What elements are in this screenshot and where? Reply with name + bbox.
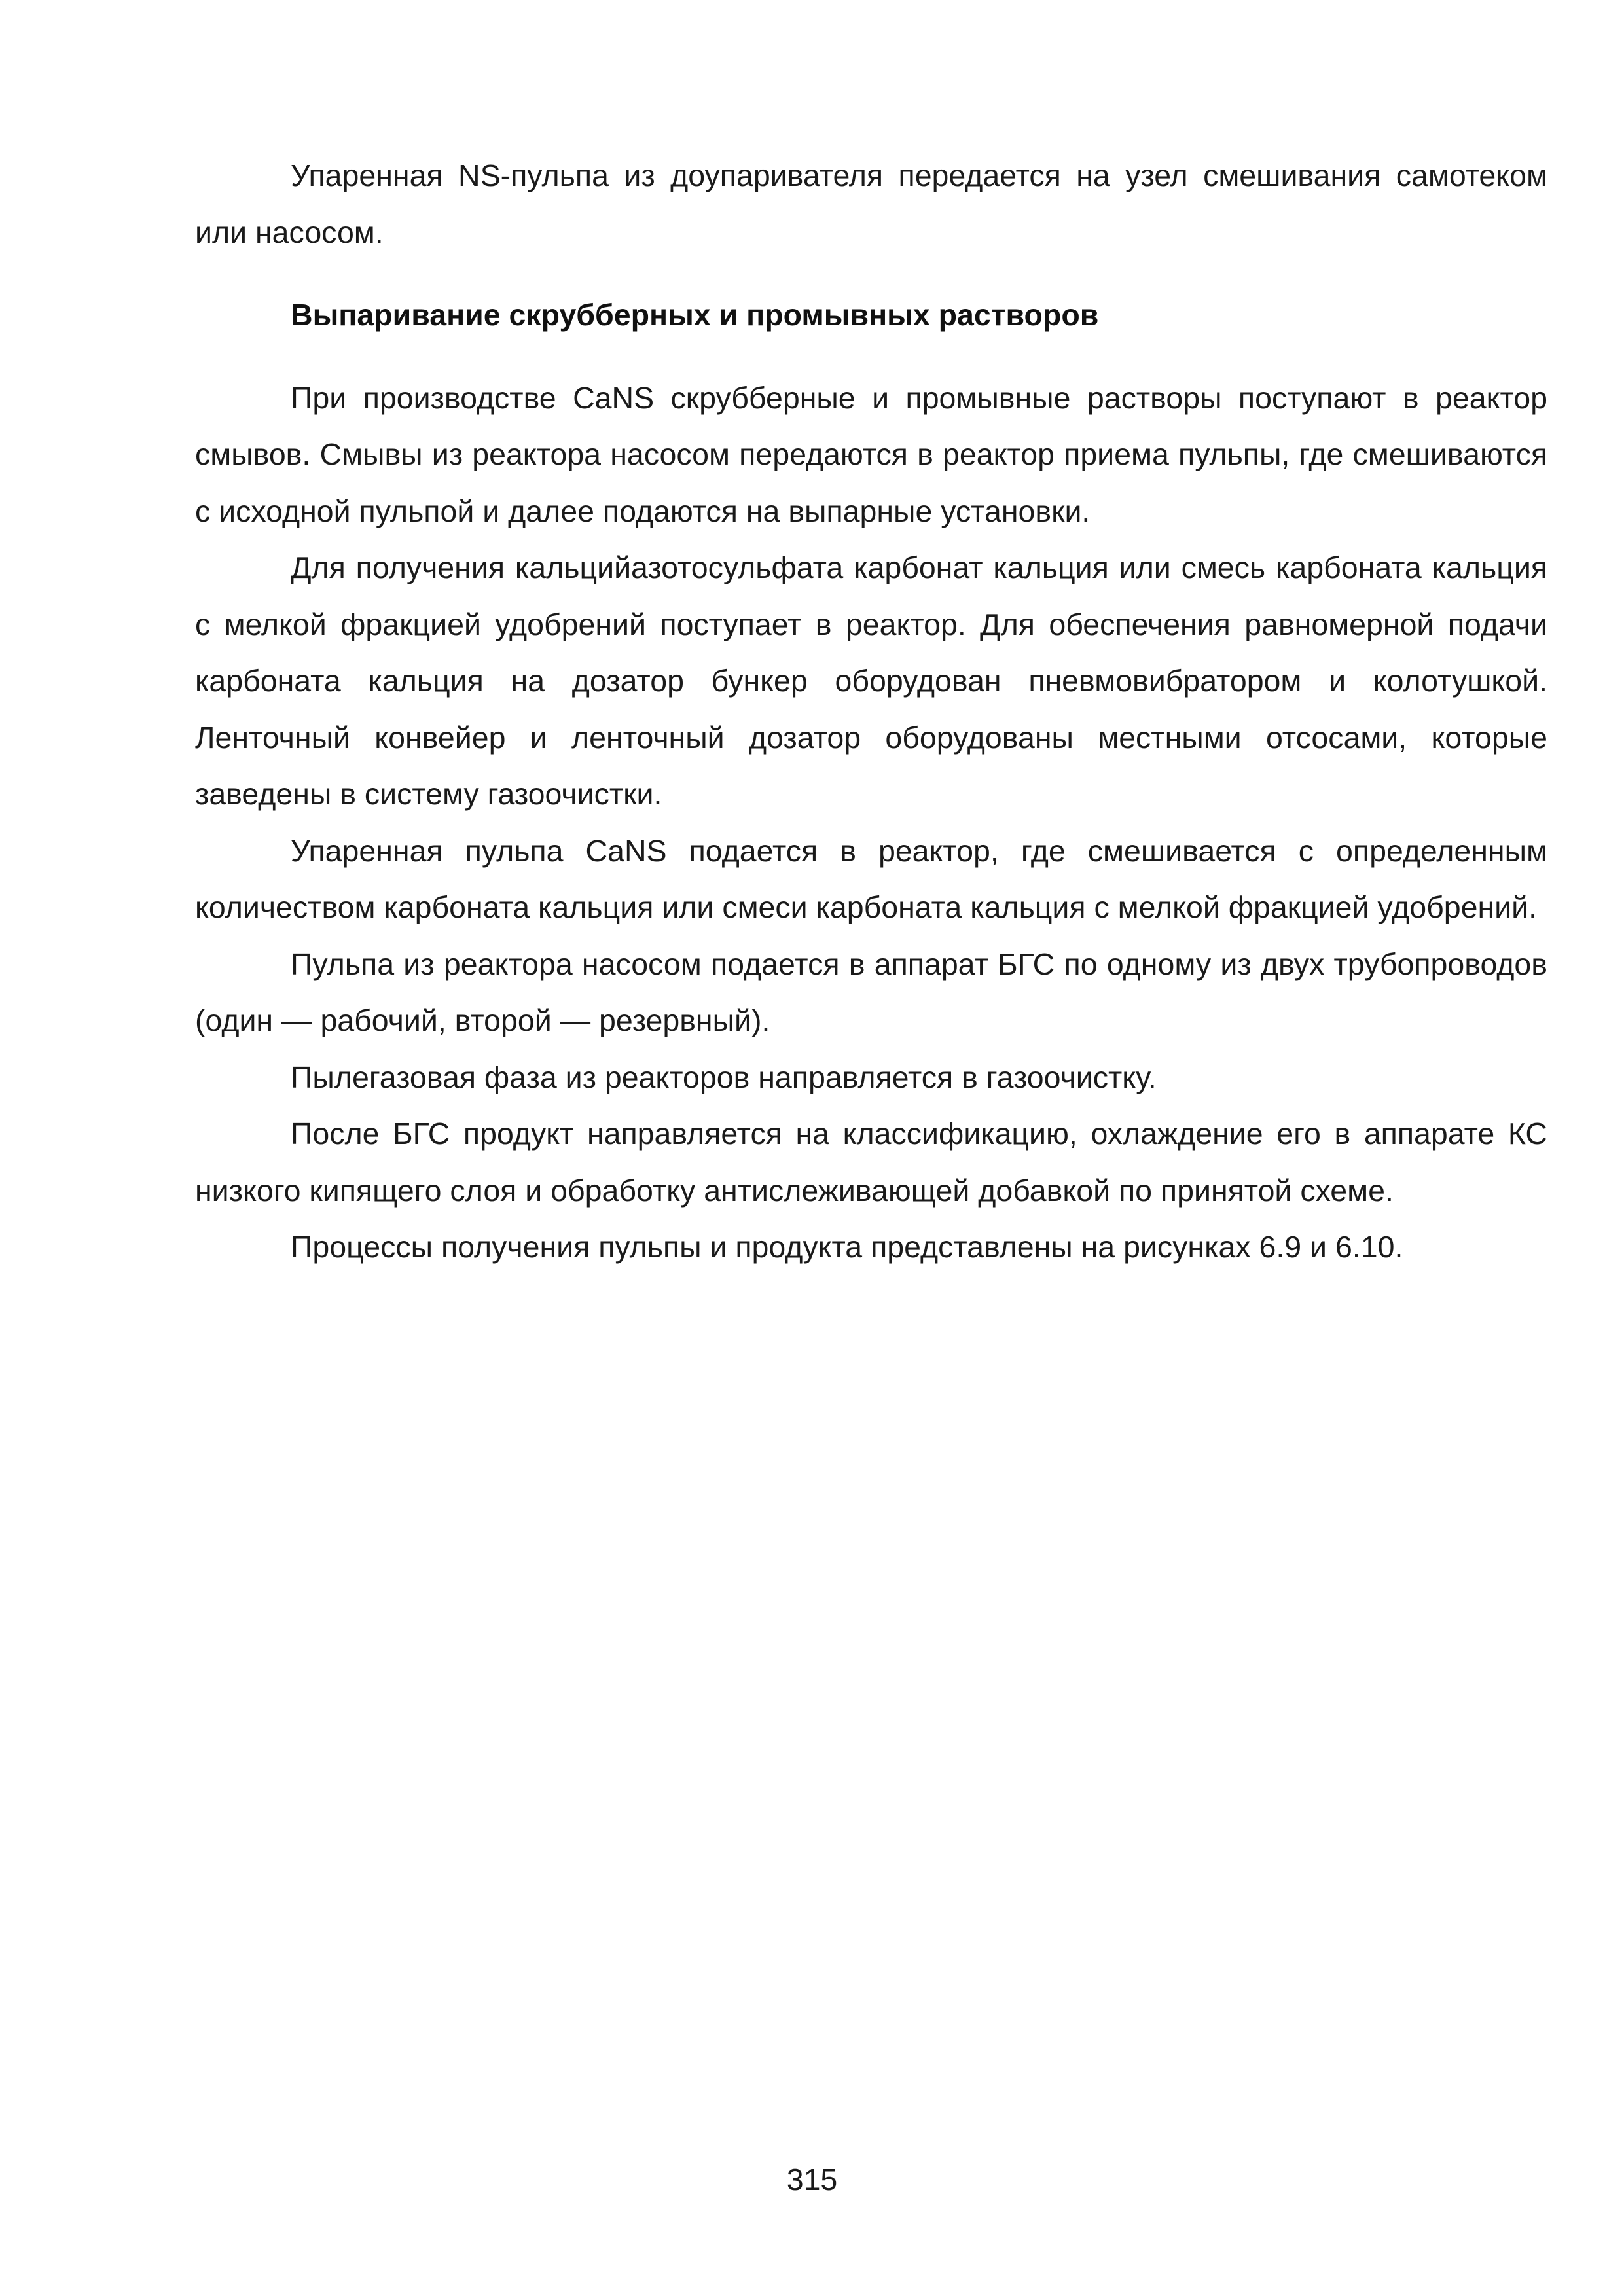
paragraph: Для получения кальцийазотосульфата карбонат кальция или смесь карбоната кальция с мелкой фракцией удобрений поступает в реактор. Для обеспечения равномерной подачи карбоната кальция на дозатор бункер оборудован пневмовибратором и колотушкой. Ленточный конвейер и ленточный дозатор оборудованы местными отсосами, которые заведены в систему газоочистки. [195, 550, 1547, 811]
page-number: 315 [786, 2162, 838, 2197]
paragraph: Процессы получения пульпы и продукта представлены на рисунках 6.9 и 6.10. [291, 1230, 1403, 1264]
page-body [195, 147, 1547, 1276]
section-heading: Выпаривание скрубберных и промывных растворов [291, 298, 1099, 332]
paragraph: При производстве CaNS скрубберные и промывные растворы поступают в реактор смывов. Смывы из реактора насосом передаются в реактор приема пульпы, где смешиваются с исходной пульпой и далее подаются на выпарные установки. [195, 380, 1547, 528]
paragraph: Упаренная NS-пульпа из доупаривателя передается на узел смешивания самотеком или насосом. [195, 158, 1547, 249]
paragraph: После БГС продукт направляется на классификацию, охлаждение его в аппарате КС низкого кипящего слоя и обработку антислеживающей добавкой по принятой схеме. [195, 1117, 1547, 1208]
paragraph: Пульпа из реактора насосом подается в аппарат БГС по одному из двух трубопроводов (один — рабочий, второй — резервный). [195, 946, 1547, 1037]
paragraph: Пылегазовая фаза из реакторов направляется в газоочистку. [291, 1060, 1157, 1094]
paragraph: Упаренная пульпа CaNS подается в реактор, где смешивается с определенным количеством карбоната кальция или смеси карбоната кальция с мелкой фракцией удобрений. [195, 833, 1547, 924]
